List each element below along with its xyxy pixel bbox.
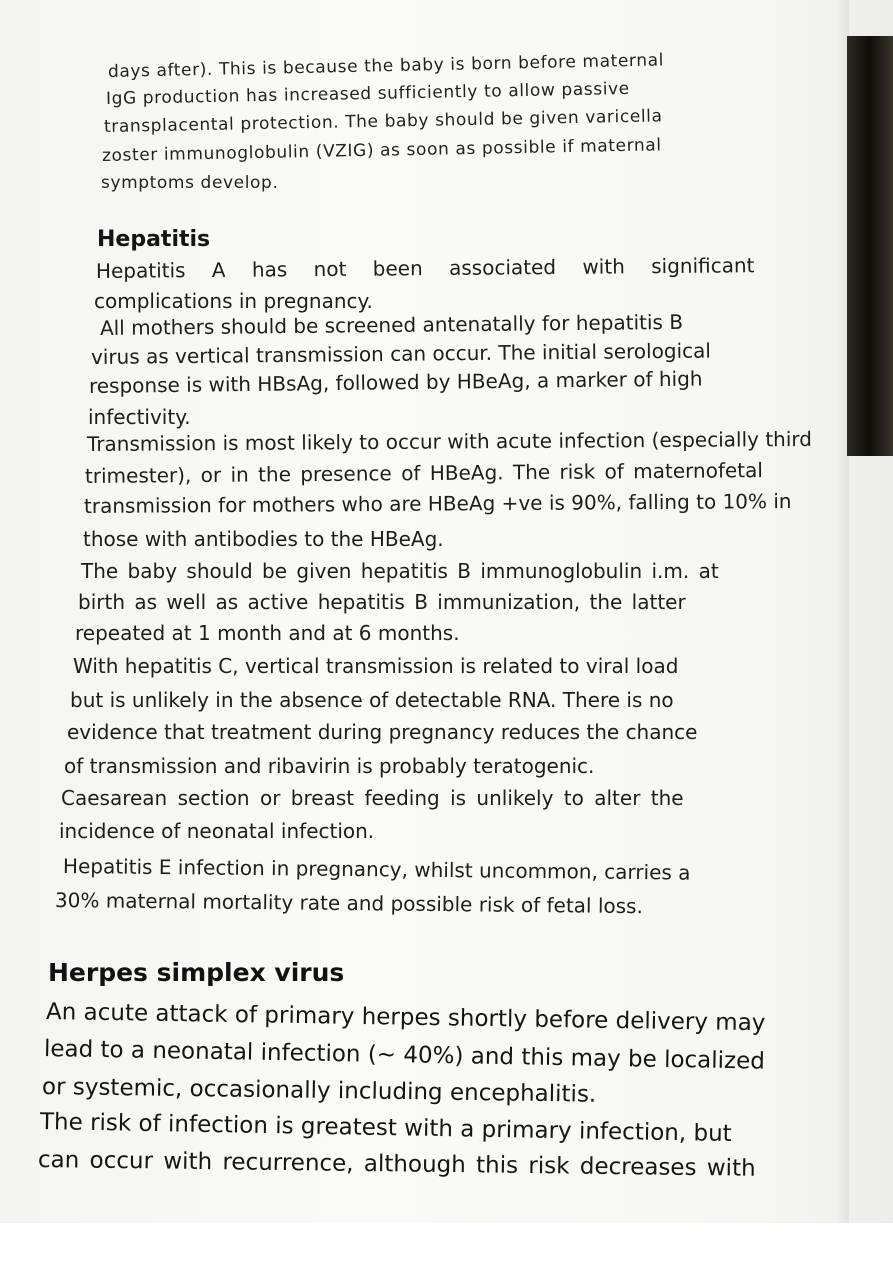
page-bottom-margin [0,1223,893,1263]
text-line: 30% maternal mortality rate and possible risk of fetal loss. [54,888,644,919]
text-line: of transmission and ribavirin is probably teratogenic. [64,754,595,778]
text-line: days after). This is because the baby is born before maternal [107,50,665,82]
text-line: The risk of infection is greatest with a primary infection, but [39,1109,732,1148]
text-line: transmission for mothers who are HBeAg +ve is 90%, falling to 10% in [83,489,792,518]
text-line: IgG production has increased sufficiently to allow passive [105,78,630,109]
text-line: Caesarean section or breast feeding is unlikely to alter the [61,786,684,810]
text-line: trimester), or in the presence of HBeAg. The risk of maternofetal [84,458,764,488]
text-line: incidence of neonatal infection. [59,819,375,843]
text-line: evidence that treatment during pregnancy reduces the chance [67,720,698,744]
text-line: zoster immunoglobulin (VZIG) as soon as possible if maternal [101,135,662,166]
section-heading-hepatitis: Hepatitis [97,227,211,252]
text-line: transplacental protection. The baby should be given varicella [103,106,663,137]
text-line: All mothers should be screened antenatally for hepatitis B [99,309,684,340]
text-line: repeated at 1 month and at 6 months. [75,621,460,645]
text-line: complications in pregnancy. [94,289,373,313]
text-line: response is with HBsAg, followed by HBeAg, a marker of high [88,366,703,398]
text-line: Hepatitis E infection in pregnancy, whilst uncommon, carries a [62,854,691,885]
text-line: Transmission is most likely to occur with acute infection (especially third [86,426,813,456]
text-line: virus as vertical transmission can occur. The initial serological [90,338,712,369]
text-line: those with antibodies to the HBeAg. [83,527,444,551]
text-line: Hepatitis A has not been associated with significant [95,253,755,283]
text-line: The baby should be given hepatitis B immunoglobulin i.m. at [81,559,719,583]
book-spine-edge [847,36,893,456]
text-line: but is unlikely in the absence of detectable RNA. There is no [70,688,674,712]
text-line: infectivity. [88,405,191,429]
text-line: can occur with recurrence, although this risk decreases with [37,1147,756,1182]
text-line: birth as well as active hepatitis B immunization, the latter [78,590,686,614]
text-line: symptoms develop. [101,173,279,193]
section-heading-herpes-simplex: Herpes simplex virus [48,958,345,987]
text-line: With hepatitis C, vertical transmission is related to viral load [73,654,679,678]
text-line: An acute attack of primary herpes shortly before delivery may [45,999,766,1037]
text-line: lead to a neonatal infection (~ 40%) and this may be localized [43,1036,766,1075]
text-line: or systemic, occasionally including encephalitis. [41,1074,597,1108]
